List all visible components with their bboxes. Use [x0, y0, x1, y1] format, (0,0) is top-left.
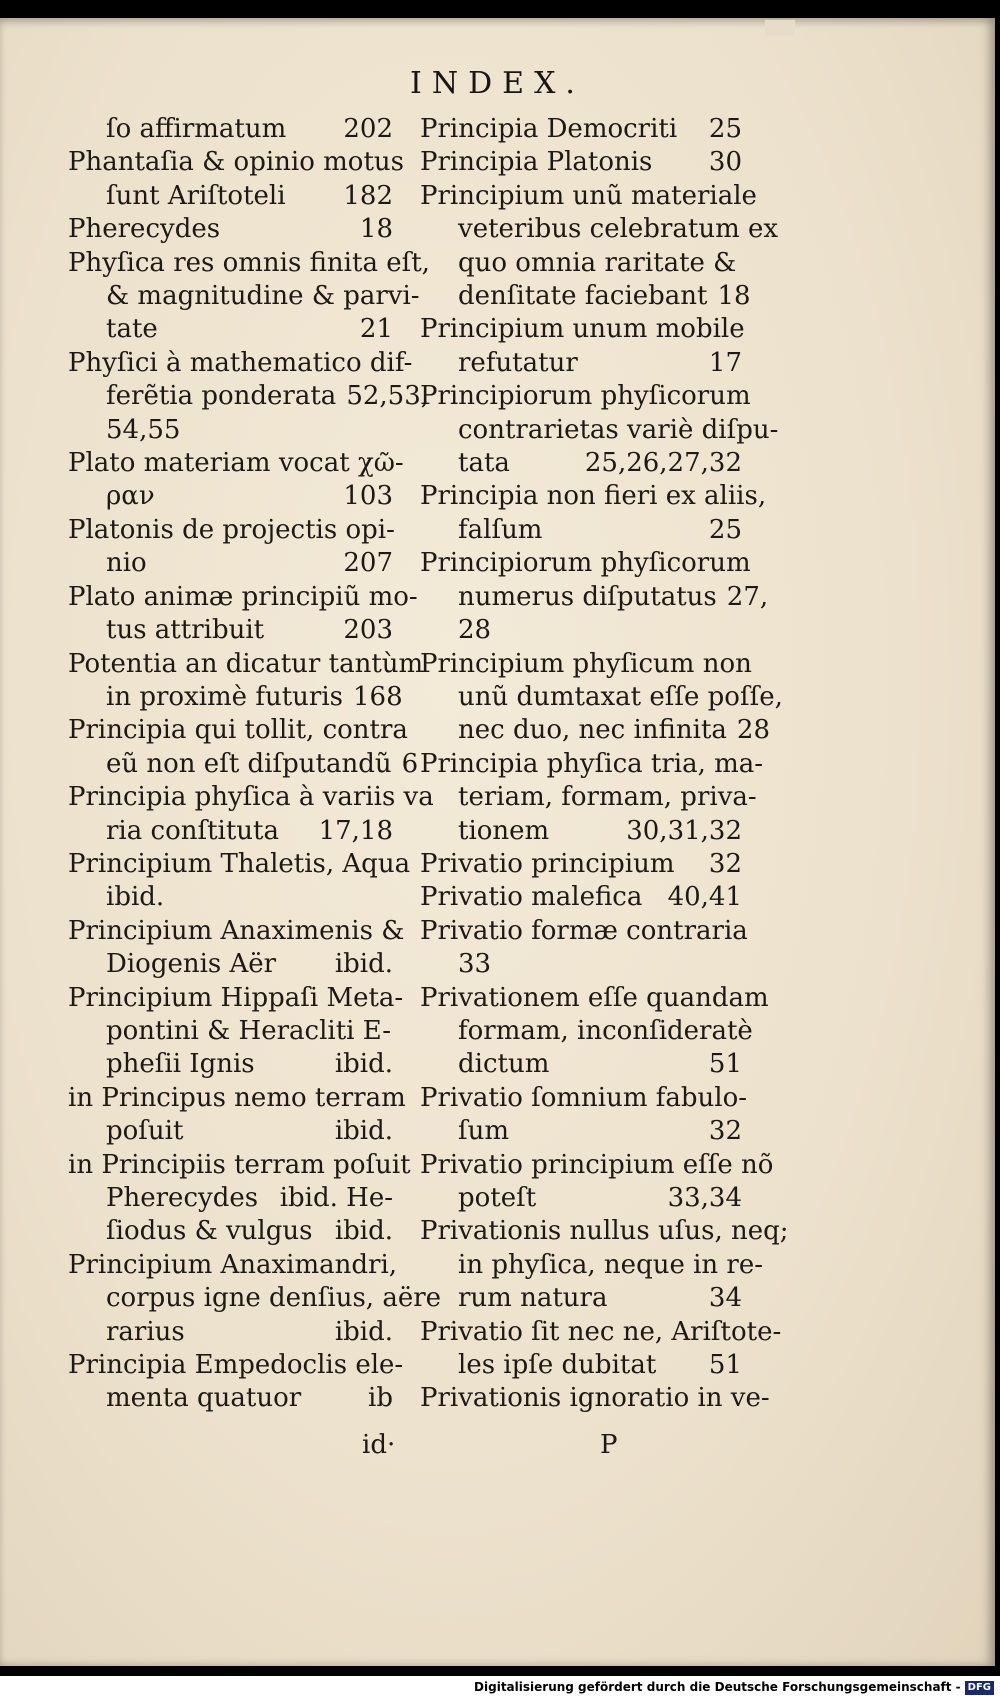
entry-text: Principium Anaximandri,	[68, 1249, 398, 1280]
entry-text: Phantaſia & opinio motus	[68, 147, 404, 178]
entry-text: contrarietas variè diſpu-	[458, 414, 779, 445]
entry-text: Privatio formæ contraria	[420, 915, 748, 946]
entry-page-number: ibid.	[334, 949, 393, 980]
entry-text: ſunt Ariſtoteli	[106, 180, 286, 211]
entry-line	[68, 815, 393, 848]
entry-text: Principia qui tollit, contra	[68, 715, 408, 746]
entry-text: refutatur	[458, 347, 578, 378]
entry-line	[420, 1215, 789, 1248]
entry-line	[68, 848, 411, 881]
entry-line	[68, 280, 420, 313]
entry-text: Potentia an dicatur tantùm	[68, 648, 424, 679]
entry-text: Principium unũ materiale	[420, 180, 757, 211]
entry-line	[68, 247, 430, 280]
entry-line	[68, 948, 393, 981]
entry-text: Phyſica res omnis finita eſt,	[68, 247, 430, 278]
entry-page-number: 17,18	[318, 815, 393, 846]
entry-text: tate	[106, 314, 158, 345]
entry-line	[68, 1249, 398, 1282]
entry-line	[420, 648, 752, 681]
entry-text: Principium Thaletis, Aqua	[68, 848, 411, 879]
entry-line	[420, 247, 742, 280]
entry-page-number: 33,34	[667, 1183, 742, 1213]
entry-text: Principium Hippaſi Meta-	[68, 982, 404, 1013]
entry-line	[420, 681, 783, 714]
entry-text: Phyſici à mathematico dif-	[68, 347, 413, 378]
entry-text: dictum	[458, 1049, 550, 1080]
entry-page-number: 52,53,	[346, 381, 430, 412]
entry-line	[420, 781, 757, 814]
index-entry	[420, 982, 769, 1082]
entry-text: pontini & Heracliti E-	[106, 1015, 391, 1046]
index-entry	[68, 447, 404, 514]
entry-line	[420, 347, 742, 380]
entry-line	[420, 1048, 742, 1081]
entry-page-number: 51	[708, 1350, 742, 1381]
entry-page-number: 25	[708, 514, 742, 545]
entry-line	[68, 1149, 411, 1182]
entry-text: Platonis de projectis opi-	[68, 514, 395, 545]
index-entry	[420, 848, 742, 881]
index-entry	[420, 1316, 782, 1383]
index-entry	[68, 714, 419, 781]
index-entry	[68, 347, 430, 447]
index-column-right	[420, 113, 789, 1416]
entry-text: in Principus nemo terram	[68, 1082, 406, 1113]
entry-text: Privationis nullus uſus, neq;	[420, 1216, 789, 1247]
index-entry	[68, 514, 393, 581]
entry-text: quo omnia raritate &	[458, 247, 737, 278]
entry-page-number: 103	[343, 481, 393, 512]
entry-page-number: 18	[359, 214, 393, 245]
entry-line	[420, 748, 764, 781]
entry-text: veteribus celebratum ex	[458, 214, 779, 245]
entry-line	[68, 1349, 404, 1382]
index-entry	[420, 1215, 789, 1315]
entry-line	[420, 1182, 742, 1215]
entry-text: Plato materiam vocat χῶ-	[68, 448, 404, 479]
entry-page-number: 25,26,27,32	[584, 448, 742, 479]
entry-line	[420, 480, 767, 513]
index-entry	[68, 1149, 411, 1249]
entry-line	[420, 447, 742, 480]
index-entry	[420, 380, 779, 480]
entry-text: in Principiis terram poſuit	[68, 1149, 411, 1180]
entry-line	[68, 1182, 393, 1215]
entry-text: ibid.	[106, 882, 165, 913]
entry-line	[420, 848, 742, 881]
entry-line	[420, 1082, 748, 1115]
entry-line	[420, 280, 751, 313]
entry-line	[68, 1215, 393, 1248]
entry-line	[420, 1282, 742, 1315]
entry-text: Pherecydes	[68, 214, 221, 245]
entry-text: denſitate faciebant	[458, 281, 708, 312]
entry-page-number: 207	[343, 548, 393, 579]
entry-line	[68, 1082, 406, 1115]
book-page	[0, 18, 995, 1666]
entry-line	[420, 380, 751, 413]
entry-text: ferẽtia ponderata	[106, 381, 337, 412]
entry-text: teriam, formam, priva-	[458, 782, 757, 813]
entry-line	[68, 213, 393, 246]
dfg-logo: DFG	[965, 1681, 994, 1695]
entry-text: ria conſtituta	[106, 815, 279, 846]
entry-line	[420, 948, 742, 981]
entry-page-number: 34	[708, 1283, 742, 1314]
entry-line	[68, 982, 404, 1015]
entry-line	[68, 714, 408, 747]
entry-line	[68, 881, 393, 914]
entry-page-number: ibid. He-	[279, 1183, 393, 1213]
entry-line	[68, 414, 393, 447]
entry-line	[420, 414, 779, 447]
entry-line	[68, 614, 393, 647]
entry-page-number: ibid.	[334, 1049, 393, 1080]
entry-line	[420, 714, 770, 747]
entry-text: Pherecydes	[106, 1183, 259, 1213]
entry-line	[68, 1382, 393, 1415]
entry-text: tus attribuit	[106, 615, 265, 646]
entry-page-number: 28	[736, 715, 770, 746]
entry-text: Principiorum phyſicorum	[420, 381, 751, 412]
entry-text: Principium unum mobile	[420, 314, 745, 345]
footer-text: Digitalisierung gefördert durch die Deutsche Forschungsgemeinschaft -	[474, 1680, 961, 1694]
entry-line	[68, 146, 404, 179]
entry-page-number: 202	[343, 114, 393, 144]
entry-text: Principia non fieri ex aliis,	[420, 481, 767, 512]
entry-text: tionem	[458, 815, 550, 846]
entry-line	[420, 1316, 782, 1349]
entry-line	[420, 614, 742, 647]
index-entry	[420, 113, 742, 146]
entry-text: & magnitudine & parvi-	[106, 281, 420, 312]
entry-line	[420, 1015, 753, 1048]
index-entry	[68, 1249, 442, 1349]
page-tab	[765, 20, 795, 36]
index-entry	[420, 748, 764, 848]
entry-text: Principium Anaximenis &	[68, 915, 405, 946]
entry-line	[420, 113, 742, 146]
entry-page-number: ibid.	[334, 1316, 393, 1347]
entry-text: 33	[458, 949, 492, 980]
entry-line	[68, 180, 393, 213]
entry-page-number: 32	[708, 1116, 742, 1147]
entry-text: nio	[106, 548, 147, 579]
index-entry	[68, 247, 430, 347]
entry-text: falſum	[458, 514, 543, 545]
entry-line	[68, 547, 393, 580]
entry-text: Principia phyſica tria, ma-	[420, 748, 764, 779]
index-entry	[68, 648, 424, 715]
entry-page-number: 18	[717, 281, 751, 312]
entry-line	[68, 313, 393, 346]
entry-line	[420, 313, 745, 346]
entry-text: les ipſe dubitat	[458, 1350, 657, 1381]
entry-line	[68, 380, 430, 413]
entry-text: Principia Empedoclis ele-	[68, 1350, 404, 1381]
entry-line	[68, 347, 413, 380]
entry-line	[68, 681, 403, 714]
entry-line	[420, 514, 742, 547]
index-entry	[68, 146, 404, 213]
entry-text: eũ non eſt diſputandũ	[106, 748, 392, 779]
entry-text: 54,55	[106, 414, 181, 445]
entry-text: Plato animæ principiũ mo-	[68, 581, 418, 612]
entry-text: 28	[458, 615, 492, 646]
entry-text: ſo affirmatum	[106, 114, 287, 144]
entry-line	[68, 1015, 393, 1048]
index-entry	[420, 180, 779, 314]
entry-line	[68, 915, 405, 948]
entry-text: rum natura	[458, 1283, 608, 1314]
entry-text: in proximè futuris	[106, 681, 343, 712]
entry-line	[420, 180, 757, 213]
entry-line	[68, 1316, 393, 1349]
entry-text: tata	[458, 448, 510, 479]
entry-line	[420, 581, 769, 614]
entry-line	[68, 748, 419, 781]
catchword-left: id·	[362, 1430, 396, 1460]
index-entry	[420, 146, 742, 179]
entry-text: Privatio principium eſſe nõ	[420, 1149, 774, 1180]
entry-text: Privatio ſit nec ne, Ariſtote-	[420, 1316, 782, 1347]
entry-text: Diogenis Aër	[106, 949, 277, 980]
entry-line	[420, 815, 742, 848]
index-entry	[420, 915, 748, 982]
entry-line	[420, 1349, 742, 1382]
entry-page-number: 40,41	[667, 882, 742, 913]
index-entry	[420, 1082, 748, 1149]
entry-line	[420, 982, 769, 1015]
entry-text: Principia Democriti	[420, 114, 678, 144]
index-entry	[68, 781, 434, 848]
index-entry	[420, 313, 745, 380]
entry-text: Privatio principium	[420, 848, 675, 879]
entry-page-number: 168	[352, 681, 403, 712]
entry-text: Principiorum phyſicorum	[420, 548, 751, 579]
entry-line	[68, 447, 404, 480]
entry-line	[420, 881, 742, 914]
entry-page-number: 203	[343, 615, 393, 646]
entry-page-number: 182	[343, 180, 393, 211]
page-title: INDEX.	[410, 66, 585, 101]
index-entry	[68, 1082, 406, 1149]
entry-text: poſuit	[106, 1116, 184, 1147]
index-entry	[68, 1349, 404, 1416]
entry-text: in phyſica, neque in re-	[458, 1249, 764, 1280]
entry-text: Principia phyſica à variis va	[68, 782, 434, 813]
entry-line	[68, 514, 393, 547]
signature-mark: P	[600, 1430, 618, 1460]
entry-text: ραν	[106, 481, 155, 512]
entry-text: poteſt	[458, 1183, 537, 1213]
entry-line	[420, 1249, 764, 1282]
entry-line	[68, 113, 393, 146]
index-entry	[420, 1149, 774, 1216]
index-entry	[420, 881, 742, 914]
entry-line	[68, 1048, 393, 1081]
entry-text: menta quatuor	[106, 1383, 302, 1414]
entry-line	[420, 547, 751, 580]
entry-text: pheſii Ignis	[106, 1049, 255, 1080]
index-entry	[420, 648, 783, 748]
entry-text: nec duo, nec infinita	[458, 715, 727, 746]
entry-text: Privationis ignoratio in ve-	[420, 1383, 770, 1414]
entry-line	[68, 648, 424, 681]
entry-page-number: 30	[708, 147, 742, 178]
index-entry	[68, 113, 393, 146]
entry-text: ſum	[458, 1116, 510, 1147]
entry-line	[68, 1282, 442, 1315]
entry-text: ſiodus & vulgus	[106, 1216, 313, 1247]
entry-page-number: 32	[708, 848, 742, 879]
entry-text: Privatio malefica	[420, 882, 643, 913]
entry-text: unũ dumtaxat eſſe poſſe,	[458, 681, 783, 712]
entry-line	[420, 1149, 774, 1182]
entry-line	[68, 480, 393, 513]
entry-line	[68, 581, 418, 614]
index-entry	[420, 480, 767, 547]
entry-page-number: 17	[708, 347, 742, 378]
entry-text: Privationem eſſe quandam	[420, 982, 769, 1013]
index-entry	[68, 581, 418, 648]
entry-line	[68, 781, 434, 814]
entry-page-number: ib	[368, 1383, 393, 1414]
entry-text: Principia Platonis	[420, 147, 653, 178]
index-entry	[68, 982, 404, 1082]
index-entry	[68, 213, 393, 246]
entry-line	[420, 1115, 742, 1148]
entry-page-number: ibid.	[334, 1216, 393, 1247]
digitization-footer	[0, 1676, 1000, 1699]
entry-page-number: 6	[401, 748, 419, 779]
index-entry	[420, 547, 769, 647]
index-entry	[68, 915, 405, 982]
entry-page-number: 51	[708, 1049, 742, 1080]
entry-text: corpus igne denſius, aëre	[106, 1283, 442, 1314]
entry-page-number: 25	[708, 114, 742, 144]
entry-line	[420, 1382, 770, 1415]
entry-line	[420, 915, 748, 948]
index-entry	[420, 1382, 770, 1415]
entry-text: Principium phyſicum non	[420, 648, 752, 679]
entry-text: Privatio ſomnium fabulo-	[420, 1082, 748, 1113]
entry-page-number: 27,	[726, 581, 769, 612]
entry-page-number: 30,31,32	[626, 815, 742, 846]
entry-page-number: 21	[359, 314, 393, 345]
entry-line	[420, 146, 742, 179]
entry-text: rarius	[106, 1316, 185, 1347]
entry-line	[68, 1115, 393, 1148]
entry-line	[420, 213, 779, 246]
entry-page-number: ibid.	[334, 1116, 393, 1147]
index-column-left	[68, 113, 442, 1416]
entry-text: formam, inconſideratè	[458, 1015, 753, 1046]
entry-text: numerus diſputatus	[458, 581, 717, 612]
index-entry	[68, 848, 411, 915]
